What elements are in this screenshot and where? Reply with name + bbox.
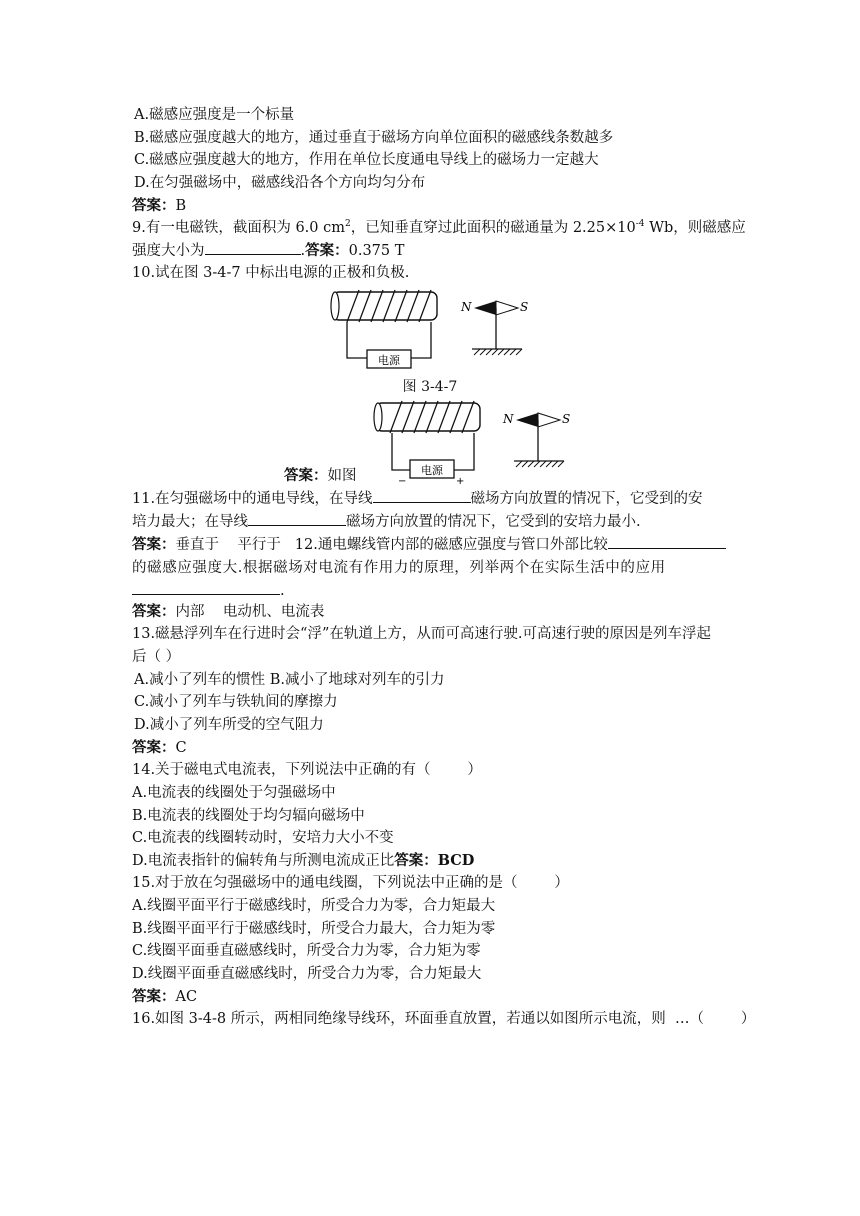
q14-option-d [132, 850, 732, 872]
q12-stem: 12.通电螺线管内部的磁感应强度与管口外部比较 [294, 537, 608, 553]
q9-text-a: 9.有一电磁铁，截面积为 6.0 cm [132, 220, 345, 236]
q13-answer [132, 737, 732, 759]
q11-text-a: 11.在匀强磁场中的通电导线，在导线 [132, 491, 373, 507]
q15-option-b: B.线圈平面平行于磁感线时，所受合力最大，合力矩为零 [132, 921, 496, 937]
q14-option-a: A.电流表的线圈处于匀强磁场中 [132, 785, 336, 801]
answer-value: 0.375 T [348, 243, 405, 259]
answer-value: 内部 电动机、电流表 [175, 604, 325, 620]
answer-label: 答案： [132, 603, 176, 620]
power-source-label: 电源 [378, 354, 400, 367]
answer-label: 答案： [132, 197, 176, 214]
q12-line2: 的磁感应强度大.根据磁场对电流有作用力的原理，列举两个在实际生活中的应用 [132, 560, 666, 576]
answer-label: 答案： [394, 852, 438, 869]
south-label: S [520, 300, 529, 314]
answer-label: 答案： [284, 467, 328, 484]
north-label: N [461, 300, 472, 314]
q15-option-c: C.线圈平面垂直磁感线时，所受合力为零，合力矩为零 [132, 943, 481, 959]
power-source-label: 电源 [421, 464, 443, 477]
answer-blank [608, 534, 726, 549]
q8-option-c: C.磁感应强度越大的地方，作用在单位长度通电导线上的磁场力一定越大 [134, 152, 599, 168]
answer-value: 垂直于 平行于 [175, 537, 281, 553]
answer-blank [205, 240, 301, 255]
q11-text-a: 培力最大；在导线 [132, 514, 248, 530]
q11-text-b: 磁场方向放置的情况下，它受到的安 [470, 491, 703, 507]
q11-q12-line [132, 534, 732, 556]
answer-label: 答案： [132, 739, 176, 756]
q13-option-ab: A.减小了列车的惯性 B.减小了地球对列车的引力 [134, 672, 445, 688]
q13-line2: 后（ ） [132, 649, 181, 665]
south-label: S [562, 412, 571, 426]
q9-text-b: ，已知垂直穿过此面积的磁通量为 2.25×10 [350, 220, 636, 236]
negative-terminal: − [398, 476, 407, 486]
answer-value: AC [175, 989, 198, 1005]
q13-option-c: C.减小了列车与铁轨间的摩擦力 [134, 694, 338, 710]
answer-label: 答案： [305, 242, 349, 259]
answer-blank [132, 580, 280, 595]
q15-option-d: D.线圈平面垂直磁感线时，所受合力为零，合力矩最大 [132, 966, 482, 982]
q9-sup-area: 2 [344, 219, 351, 230]
q10-stem: 10.试在图 3-4-7 中标出电源的正极和负极. [132, 265, 410, 281]
q12-answer [132, 601, 732, 623]
q9-sup-exponent: -4 [635, 219, 645, 230]
q13-option-d: D.减小了列车所受的空气阻力 [134, 717, 324, 733]
q8-answer [132, 195, 732, 217]
figure-caption: 图 3-4-7 [402, 379, 458, 395]
north-label: N [503, 412, 514, 426]
answer-blank [373, 488, 471, 503]
q9-text-c: Wb，则磁感应 [644, 220, 746, 236]
q16-stem: 16.如图 3-4-8 所示，两相同绝缘导线环，环面垂直放置，若通以如图所示电流，则 …（ ） [132, 1011, 756, 1027]
q10-answer [284, 465, 407, 487]
compass-needle-figure [458, 292, 538, 358]
q14-option-d-text: D.电流表指针的偏转角与所测电流成正比 [132, 853, 395, 869]
q14-option-c: C.电流表的线圈转动时，安培力大小不变 [132, 830, 394, 846]
answer-label: 答案： [132, 988, 176, 1005]
q9-line1 [132, 217, 746, 239]
answer-value: BCD [437, 852, 475, 869]
q14-option-b: B.电流表的线圈处于均匀辐向磁场中 [132, 808, 365, 824]
answer-label: 答案： [132, 536, 176, 553]
q11-text-b: 磁场方向放置的情况下，它受到的安培力最小. [346, 514, 641, 530]
q15-option-a: A.线圈平面平行于磁感线时，所受合力为零，合力矩最大 [132, 898, 496, 914]
q14-stem: 14.关于磁电式电流表，下列说法中正确的有（ ） [132, 762, 482, 778]
q9-line2: 强度大小为 .答案：0.375 T [132, 242, 405, 259]
answer-value: 如图 [327, 468, 357, 484]
q9-text: 强度大小为 [132, 243, 205, 259]
answer-compass-figure [500, 404, 580, 470]
answer-blank [248, 511, 346, 526]
q8-option-a: A.磁感应强度是一个标量 [134, 107, 295, 123]
q12-line3: . [132, 580, 732, 602]
answer-value: C [175, 740, 187, 756]
q8-option-d: D.在匀强磁场中，磁感线沿各个方向均匀分布 [134, 175, 426, 191]
answer-value: B [175, 198, 187, 214]
q11-line2 [132, 511, 732, 533]
q15-stem: 15.对于放在匀强磁场中的通电线圈，下列说法中正确的是（ ） [132, 875, 569, 891]
q13-line1: 13.磁悬浮列车在行进时会“浮”在轨道上方，从而可高速行驶.可高速行驶的原因是列车浮起 [132, 626, 711, 642]
positive-terminal: + [456, 476, 465, 486]
q11-line1 [132, 488, 732, 510]
q8-option-b: B.磁感应强度越大的地方，通过垂直于磁场方向单位面积的磁感线条数越多 [134, 130, 614, 146]
q15-answer [132, 986, 732, 1008]
